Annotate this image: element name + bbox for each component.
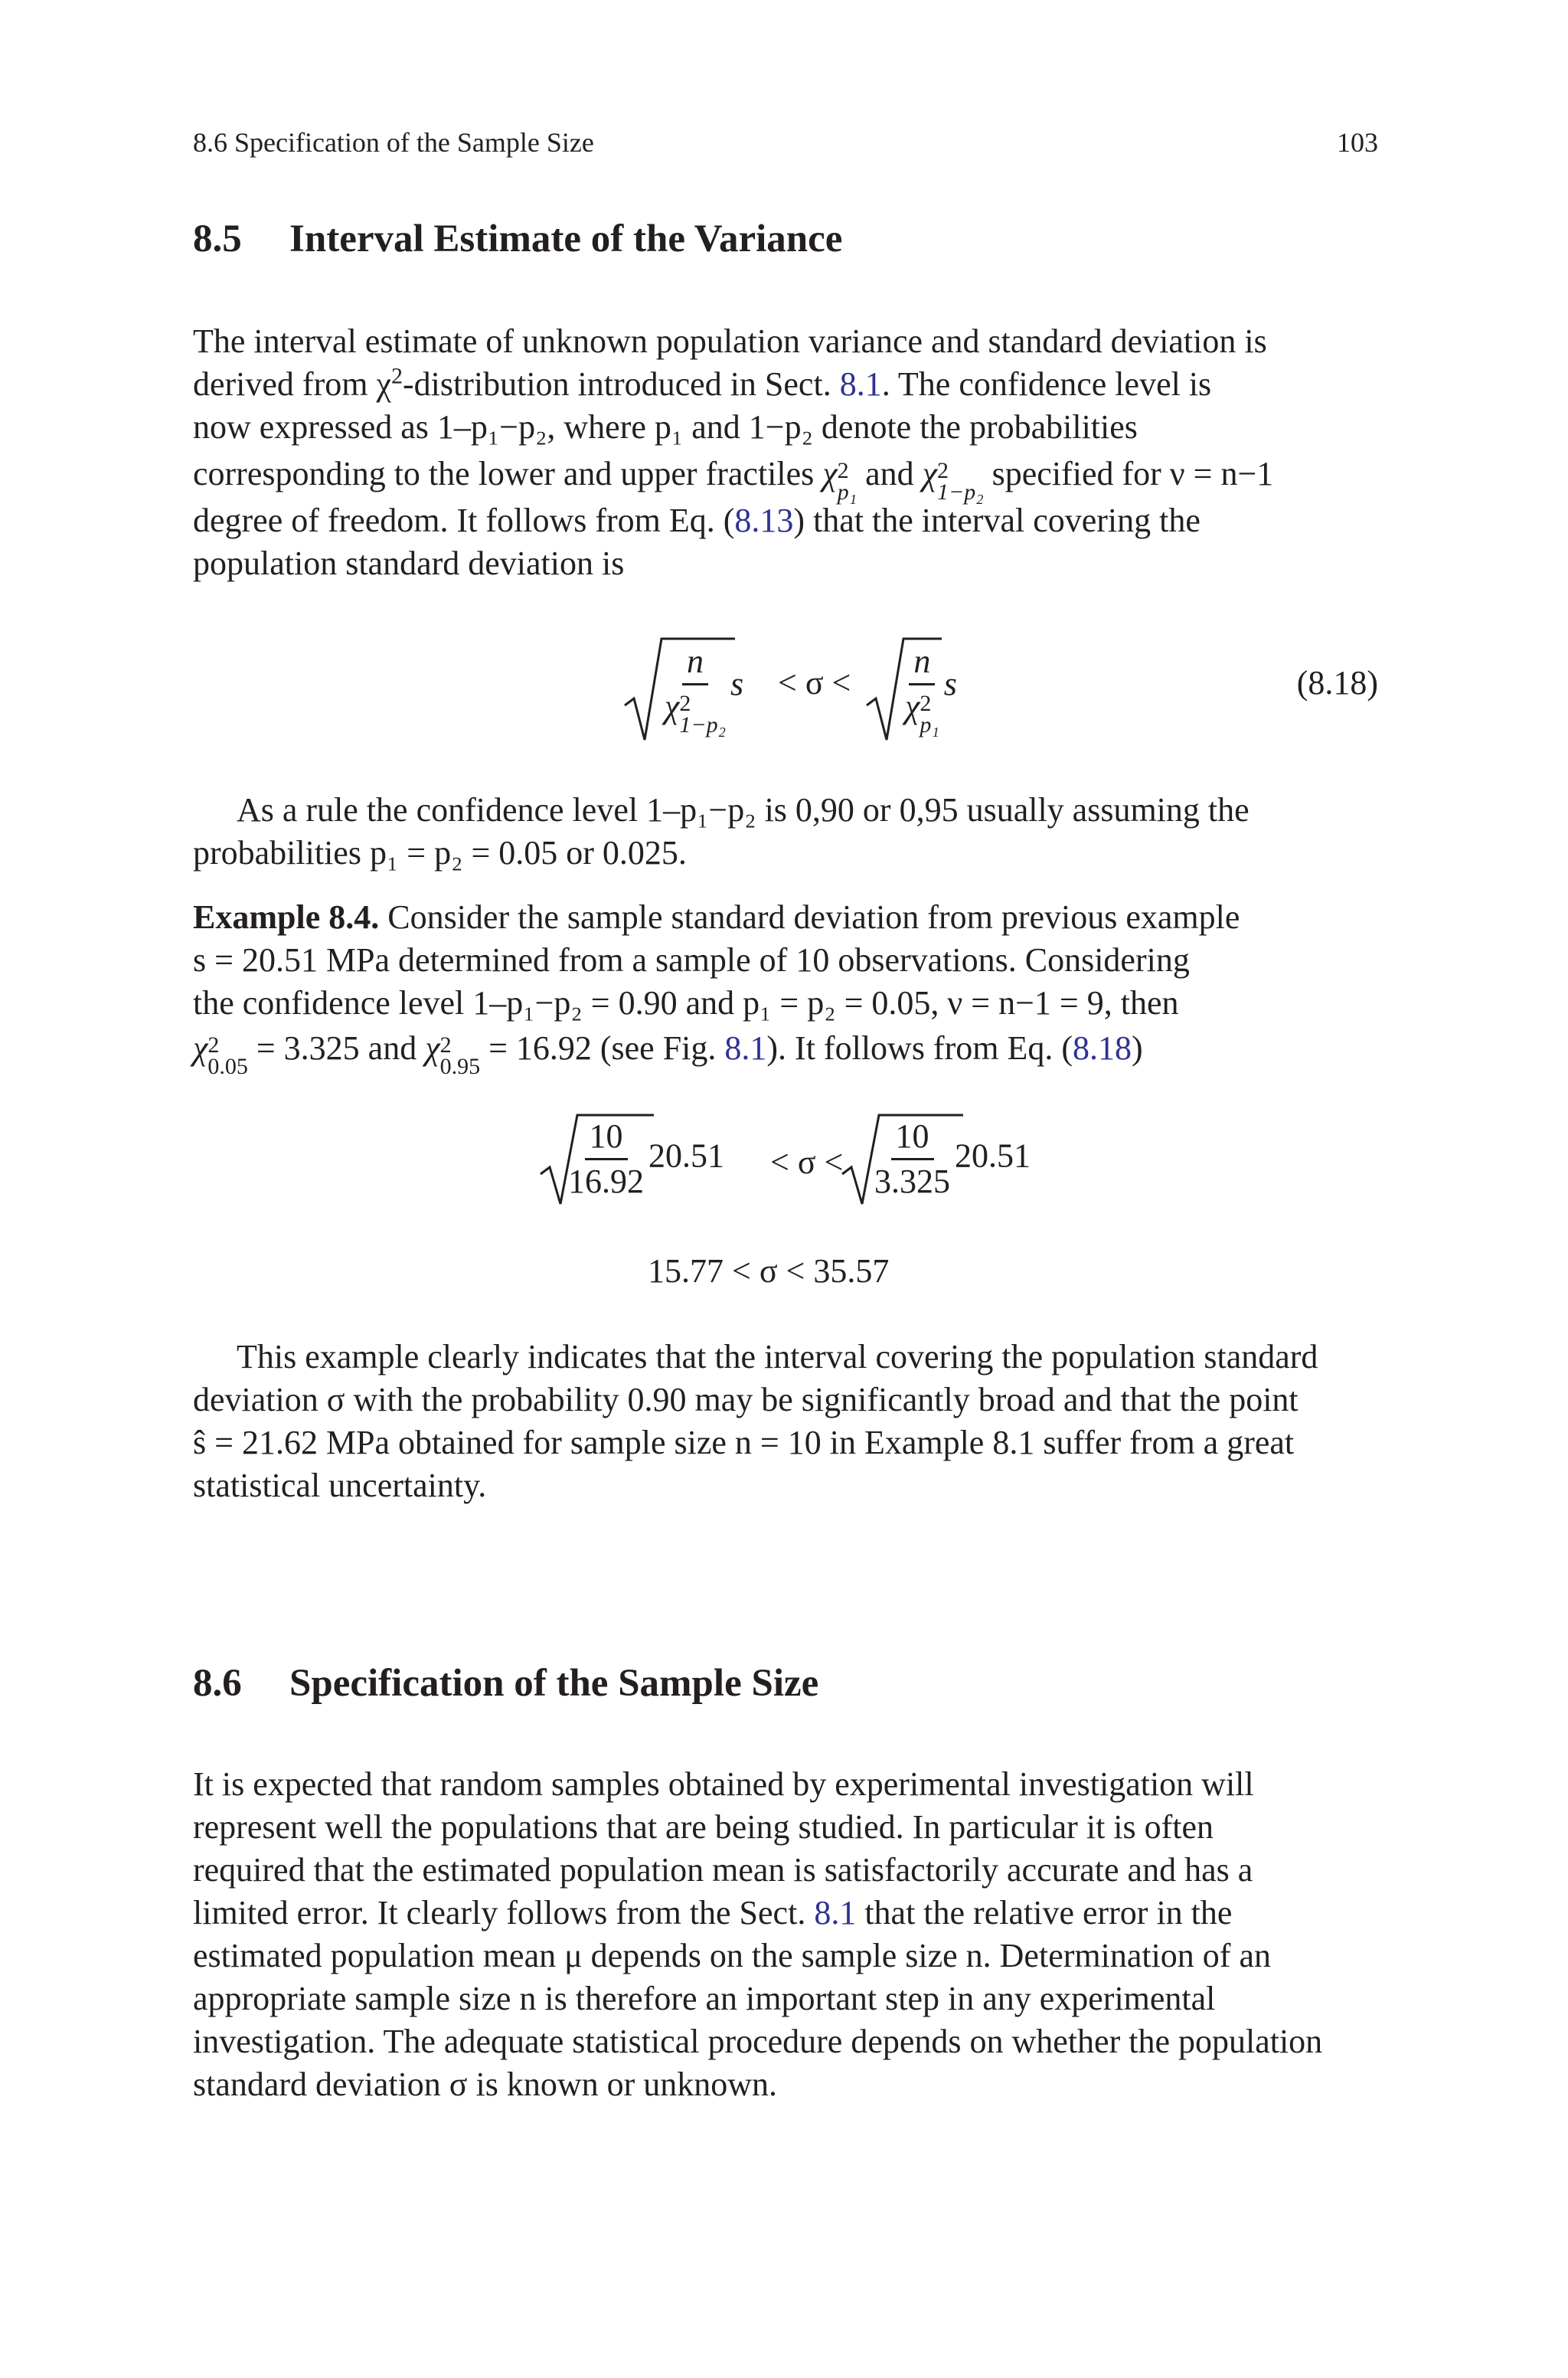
text-line: represent well the populations that are being studied. In particular it is often [193,1808,1214,1846]
section-title: Specification of the Sample Size [289,1662,819,1705]
paragraph-sample-size [193,1763,1378,2106]
ref-eq-8-18-link[interactable]: 8.18 [1073,1029,1132,1067]
text-line: limited error. It clearly follows from the Sect. 8.1 that the relative error in the [193,1894,1233,1932]
equation-left-term: $\frac{10}{16.92}$ 20.51 [568,1117,724,1200]
ref-fig-8-1-link[interactable]: 8.1 [724,1029,767,1067]
ref-sect-8-1-link[interactable]: 8.1 [814,1894,857,1932]
equation-number: (8.18) [1296,664,1378,702]
equation-relation: < σ < [770,1143,844,1181]
text-line: standard deviation σ is known or unknown. [193,2066,778,2103]
example-8-4 [193,896,1378,1079]
ref-eq-8-13-link[interactable]: 8.13 [734,502,794,539]
text-line: Example 8.4. Consider the sample standard deviation from previous example [193,898,1240,936]
text-line: appropriate sample size n is therefore an important step in any experimental [193,1980,1216,2017]
text-line: investigation. The adequate statistical procedure depends on whether the population [193,2023,1323,2060]
equation-right-term: n χ 2 p₁ s [905,643,957,738]
text-line: degree of freedom. It follows from Eq. (8.13) that the interval covering the [193,502,1200,539]
equation-result: 15.77 < σ < 35.57 [648,1252,890,1290]
equation-right-term: $\frac{10}{3.325}$ 20.51 [874,1117,1031,1200]
text-line: χ 2 0.05 = 3.325 and χ 2 0.95 = 16.92 (see Fig. 8.1). It follows from Eq. (8.18) [193,1029,1143,1079]
text-line: now expressed as 1–p₁−p₂, where p₁ and 1−p₂ denote the probabilities [193,408,1138,446]
text-line: estimated population mean μ depends on the sample size n. Determination of an [193,1937,1271,1974]
text-line: s = 20.51 MPa determined from a sample of 10 observations. Considering [193,941,1190,979]
equation-relation: < σ < [778,664,851,702]
section-heading-8-6 [193,1660,818,1706]
text-line: population standard deviation is [193,545,625,582]
section-heading-8-5 [193,216,842,262]
text-line: deviation σ with the probability 0.90 may be significantly broad and that the point [193,1381,1298,1418]
text-line: ŝ = 21.62 MPa obtained for sample size n = 10 in Example 8.1 suffer from a great [193,1424,1295,1461]
text-line: This example clearly indicates that the interval covering the population standard [237,1338,1318,1375]
paragraph-confidence-rule-cont [193,832,1378,875]
text-line: probabilities p₁ = p₂ = 0.05 or 0.025. [193,834,687,872]
running-head-title: 8.6 Specification of the Sample Size [193,127,594,158]
ref-sect-8-1-link[interactable]: 8.1 [839,365,882,403]
text-line: It is expected that random samples obtained by experimental investigation will [193,1765,1254,1803]
text-line: corresponding to the lower and upper fractiles χ 2 p₁ and χ 2 1−p₂ specified for ν = n−1 [193,455,1274,505]
text-line: derived from $\chi^2$-distribution introduced in Sect. 8.1. The confidence level is [193,363,1212,403]
text-line: required that the estimated population mean is satisfactorily accurate and has a [193,1851,1253,1889]
text-line: the confidence level 1–p₁−p₂ = 0.90 and p₁ = p₂ = 0.05, ν = n−1 = 9, then [193,984,1179,1022]
page-number: 103 [1337,127,1378,158]
paragraph-intro-variance [193,320,1378,585]
example-label: Example 8.4. [193,898,380,936]
equation-left-term: n χ 2 1−p₂ s [665,643,744,738]
paragraph-confidence-rule [193,789,1378,832]
section-title: Interval Estimate of the Variance [289,218,843,260]
running-head [193,126,1378,159]
text-line: The interval estimate of unknown population variance and standard deviation is [193,322,1267,360]
text-line: statistical uncertainty. [193,1467,487,1504]
paragraph-example-conclusion [193,1336,1378,1507]
section-number: 8.5 [193,218,242,260]
text-line: As a rule the confidence level 1–p₁−p₂ is 0,90 or 0,95 usually assuming the [237,791,1250,829]
section-number: 8.6 [193,1662,242,1705]
